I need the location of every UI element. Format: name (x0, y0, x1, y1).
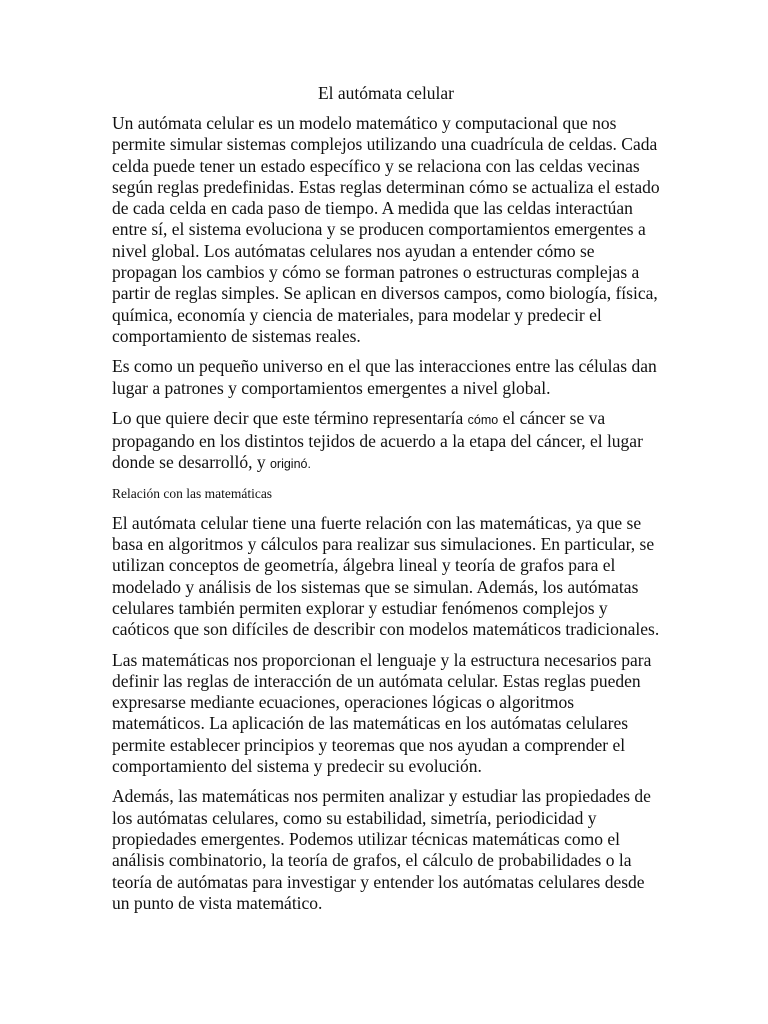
paragraph-math-language: Las matemáticas nos proporcionan el lenguaje y la estructura necesarios para definir las reglas de interacción de un autómata celular. Estas reglas pueden expresarse mediante ecuaciones, operaciones lógicas o algoritmos matemáticos. La aplicación de las matemáticas en los autómatas celulares permite establecer principios y teoremas que nos ayudan a comprender el comportamiento del sistema y predecir su evolución. (112, 649, 652, 777)
paragraph-math-analysis: Además, las matemáticas nos permiten analizar y estudiar las propiedades de los autómatas celulares, como su estabilidad, simetría, periodicidad y propiedades emergentes. Podemos utilizar técnicas matemáticas como el análisis combinatorio, la teoría de grafos, el cálculo de probabilidades o la teoría de autómatas para investigar y entender los autómatas celulares desde un punto de vista matemático. (112, 786, 651, 913)
paragraph-math-relation: El autómata celular tiene una fuerte relación con las matemáticas, ya que se basa en algoritmos y cálculos para realizar sus simulaciones. En particular, se utilizan conceptos de geometría, álgebra lineal y teoría de grafos para el modelado y análisis de los sistemas que se simulan. Además, los autómatas celulares también permiten explorar y estudiar fenómenos complejos y caóticos que son difíciles de describir con modelos matemáticos tradicionales. (112, 512, 660, 640)
section-subheading: Relación con las matemáticas (112, 485, 273, 501)
paragraph-definition: Un autómata celular es un modelo matemático y computacional que nos permite simular sistemas complejos utilizando una cuadrícula de celdas. Cada celda puede tener un estado específico y se relaciona con las celdas vecinas según reglas predefinidas. Estas reglas determinan cómo se actualiza el estado de cada celda en cada paso de tiempo. A medida que las celdas interactúan entre sí, el sistema evoluciona y se producen comportamientos emergentes a nivel global. Los autómatas celulares nos ayudan a entender cómo se propagan los cambios y cómo se forman patrones o estructuras complejas a partir de reglas simples. Se aplican en diversos campos, como biología, física, química, economía y ciencia de materiales, para modelar y predecir el comportamiento de sistemas reales. (112, 113, 660, 346)
paragraph-cancer-text-2: el cáncer se va propagando en los distintos tejidos de acuerdo a la etapa del cáncer, el lugar donde se desarrolló, y (112, 407, 643, 473)
paragraph-cancer (112, 408, 660, 476)
document-title: El autómata celular (317, 83, 455, 103)
paragraph-universe: Es como un pequeño universo en el que las interacciones entre las células dan lugar a patrones y comportamientos emergentes a nivel global. (112, 356, 657, 398)
paragraph-cancer-text-1: Lo que quiere decir que este término representaría (112, 407, 468, 428)
document-page (112, 82, 660, 923)
word-origino: originó. (269, 457, 311, 472)
word-como: cómo (467, 412, 499, 427)
